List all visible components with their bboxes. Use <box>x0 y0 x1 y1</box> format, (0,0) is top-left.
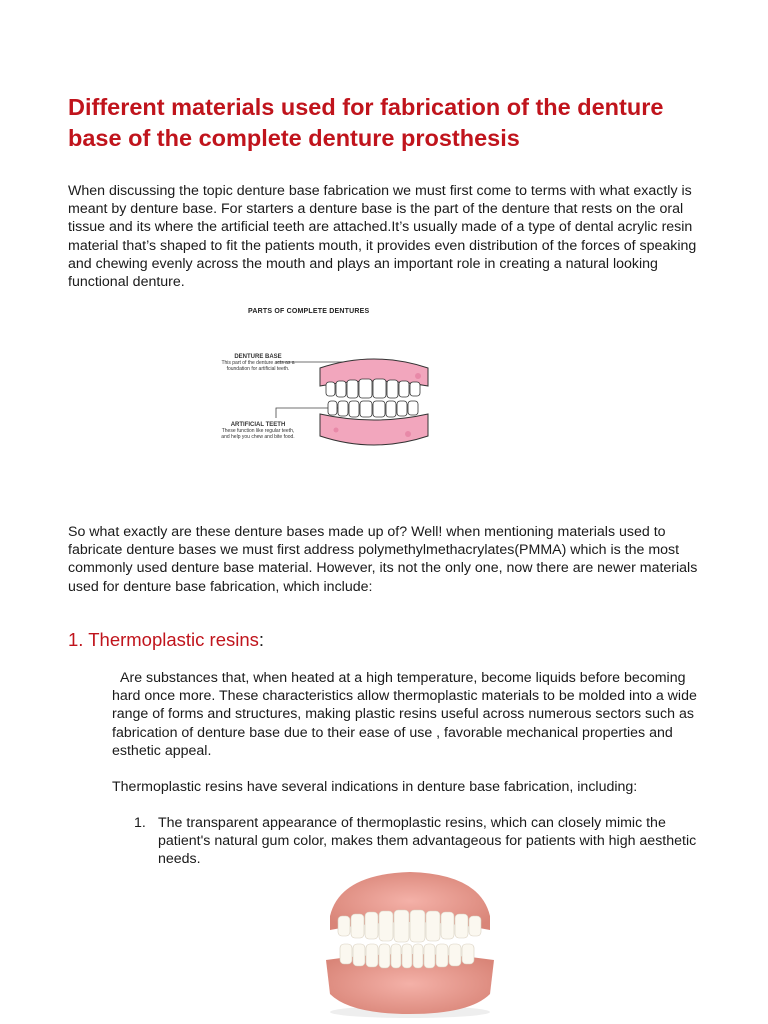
dentures-diagram <box>202 302 446 482</box>
section-heading-thermoplastic <box>68 628 264 652</box>
diagram-title: PARTS OF COMPLETE DENTURES <box>248 308 370 315</box>
artificial-teeth-description: These function like regular teeth, and help you chew and bite food. <box>221 428 295 440</box>
denture-base-heading: DENTURE BASE <box>234 354 282 360</box>
artificial-teeth-heading: ARTIFICIAL TEETH <box>230 422 286 428</box>
denture-photo <box>320 864 500 1020</box>
intro-paragraph: When discussing the topic denture base fabrication we must first come to terms with what exactly is meant by denture base. For starters a denture base is the part of the denture that rests on the oral tissue and its where the artificial teeth are attached.It’s usually made of a type of dental acrylic resin material that’s shaped to fit the patients mouth, it provides even distribution of the forces of speaking and chewing evenly across the mouth and plays an important role in creating a natural looking functional denture. <box>68 183 697 291</box>
section-heading-text: 1. Thermoplastic resins <box>68 629 259 650</box>
denture-illustration <box>202 302 446 482</box>
list-item-text: The transparent appearance of thermoplastic resins, which can closely mimic the patient's natural gum color, makes them advantageous for patients with high aesthetic needs. <box>158 815 697 868</box>
denture-base-description: This part of the denture acts as a foundation for artificial teeth. <box>221 360 295 372</box>
page-title: Different materials used for fabrication of the denture base of the complete denture prosthesis <box>68 94 664 151</box>
list-item-number: 1. <box>134 815 146 831</box>
materials-paragraph: So what exactly are these denture bases made up of? Well! when mentioning materials used to fabricate denture bases we must first address polymethylmethacrylates(PMMA) which is the most commonly used denture base material. However, its not the only one, now there are newer materials used for denture base fabrication, which include: <box>68 524 698 595</box>
thermoplastic-definition <box>112 669 712 760</box>
thermoplastic-definition-text: Are substances that, when heated at a high temperature, become liquids before becoming hard once more. These characteristics allow thermoplastic materials to be molded into a wide range of forms and structures, making plastic resins useful across numerous sectors such as fabrication of denture base due to their ease of use , favorable mechanical properties and esthetic appeal. <box>112 670 697 759</box>
section-heading-colon: : <box>258 629 265 650</box>
indications-intro: Thermoplastic resins have several indications in denture base fabrication, including: <box>112 779 638 795</box>
